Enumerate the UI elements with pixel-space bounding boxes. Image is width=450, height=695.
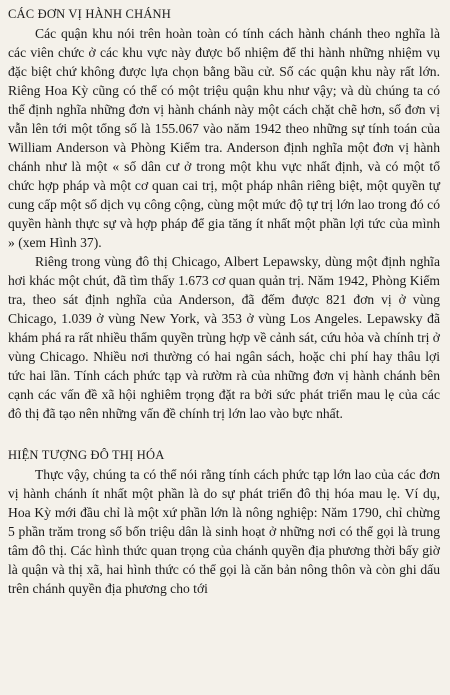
section-heading-urbanization: HIỆN TƯỢNG ĐÔ THỊ HÓA bbox=[8, 448, 165, 462]
paragraph: Các quận khu nói trên hoàn toàn có tính cách hành chánh theo nghĩa là các viên chức ở các khu vực này được bổ nhiệm để thi hành những nhiệm vụ đặc biệt chứ không được lựa chọn bằng bầu cử. Số các quận khu này rất lớn. Riêng Hoa Kỳ cũng có thể có một triệu quận khu như vậy; và dù chúng ta có thể định nghĩa những đơn vị hành chánh này một cách chặt chẽ hơn, số đơn vị vẫn lên tới một tổng số là 155.067 vào năm 1942 theo những sự tính toán của William Anderson và Phòng Kiểm tra. Anderson định nghĩa một đơn vị hành chánh như là một « số dân cư ở trong một khu vực nhất định, và có một tổ chức hợp pháp và một cơ quan cai trị, một pháp nhân riêng biệt, một quyền tự cung cấp một số dịch vụ công cộng, cùng một mức độ tự trị lớn lao trong đó có quyền hành thực sự và hợp pháp để gia tăng ít nhất một phần lợi tức của mình » (xem Hình 37). bbox=[8, 26, 440, 250]
paragraph: Thực vậy, chúng ta có thể nói rằng tính cách phức tạp lớn lao của các đơn vị hành chánh ít nhất một phần là do sự phát triển đô thị hóa mau lẹ. Ví dụ, Hoa Kỳ mới đầu chỉ là một xứ phần lớn là nông nghiệp: Năm 1790, chỉ chừng 5 phần trăm trong số bốn triệu dân là sinh hoạt ở những nơi có thể gọi là trung tâm đô thị. Các hình thức quan trọng của chánh quyền địa phương thời bấy giờ là quận và thị xã, hai hình thức có thể gọi là căn bản nông thôn và còn ghi dấu trên chánh quyền địa phương cho tới bbox=[8, 467, 440, 596]
paragraph: Riêng trong vùng đô thị Chicago, Albert Lepawsky, dùng một định nghĩa hơi khác một chút, đã tìm thấy 1.673 cơ quan quản trị. Năm 1942, Phòng Kiểm tra, theo sát định nghĩa của Anderson, đã đếm được 821 đơn vị ở vùng Chicago, 1.039 ở vùng New York, và 353 ở vùng Los Angeles. Lepawsky đã khám phá ra rất nhiều thẩm quyền trùng hợp về cảnh sát, cứu hỏa và chính trị ở vùng Chicago. Nhiều nơi thường có hai ngân sách, hoặc chi phí hay thâu lợi tức hai lần. Tính cách phức tạp và rườm rà của những đơn vị hành chánh bên cạnh các vấn đề xã hội nghiêm trọng đặt ra bởi sức phát triển mau lẹ của các đô thị đã tạo nên những vấn đề chính trị lớn lao vào bực nhất. bbox=[8, 254, 440, 421]
section-heading-administrative-units: CÁC ĐƠN VỊ HÀNH CHÁNH bbox=[8, 7, 172, 21]
section-divider bbox=[8, 423, 440, 445]
